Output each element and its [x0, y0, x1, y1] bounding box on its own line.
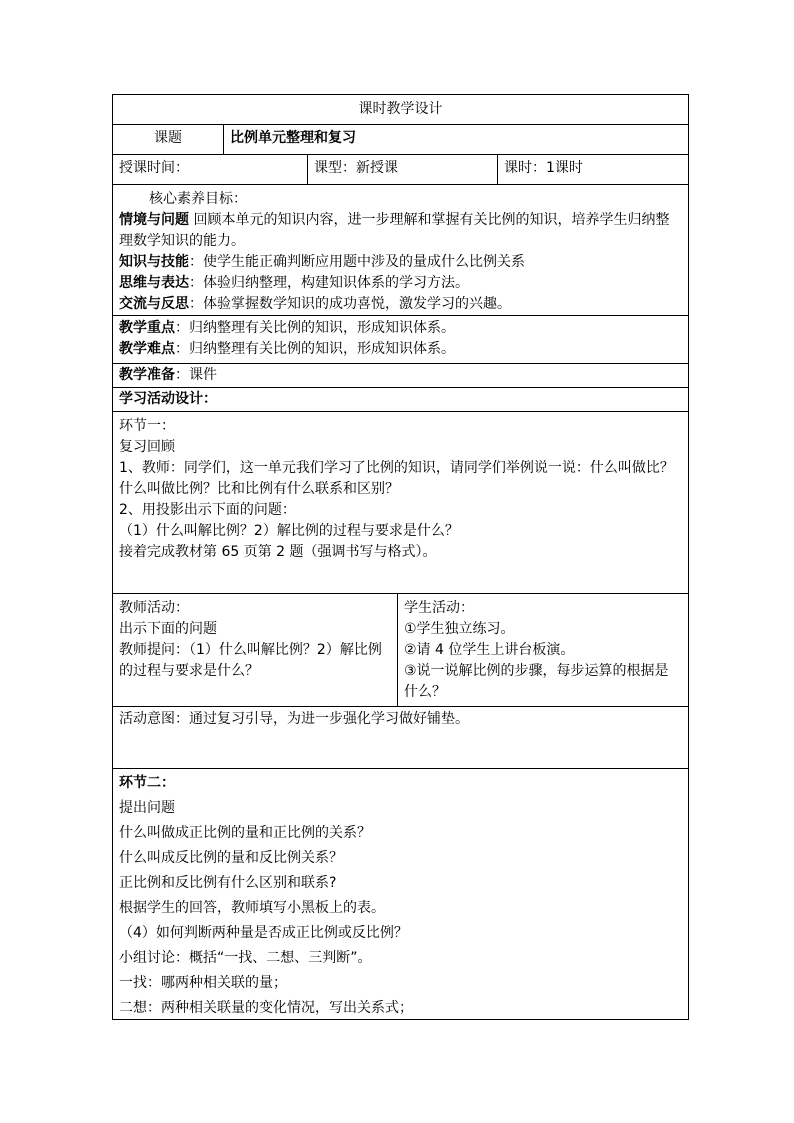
- student-activity-line: ③说一说解比例的步骤，每步运算的根据是什么？: [404, 663, 669, 700]
- section2-line: 什么叫做成正比例的量和正比例的关系？: [119, 825, 371, 841]
- section2-line: （4）如何判断两种量是否成正比例或反比例？: [119, 925, 408, 941]
- difficult-point-label: 教学难点: [119, 341, 175, 357]
- design-heading: 学习活动设计：: [119, 391, 217, 407]
- prep-text: ：课件: [175, 367, 217, 383]
- activity-intent: 活动意图：通过复习引导，为进一步强化学习做好铺垫。: [119, 711, 469, 727]
- section1-cell: [112, 412, 689, 594]
- doc-title: 课时教学设计: [358, 101, 443, 117]
- lesson-type: 课型：新授课: [307, 155, 497, 184]
- key-point: [113, 318, 688, 339]
- goal-label: 情境与问题: [119, 212, 189, 228]
- topic-row: [112, 125, 689, 155]
- section1-line: 复习回顾: [119, 439, 175, 455]
- section2-line: 二想：两种相关联量的变化情况，写出关系式；: [119, 1000, 413, 1016]
- goal-label: 知识与技能: [119, 254, 189, 270]
- goal-item: [113, 252, 688, 273]
- section2-line: 正比例和反比例有什么区别和联系?: [119, 875, 337, 891]
- teacher-activity-heading: 教师活动：: [119, 600, 189, 616]
- section1-heading: 环节一：: [119, 418, 175, 434]
- topic-label: 课题: [154, 130, 182, 146]
- intent-cell: [112, 707, 689, 769]
- goal-text: ：体验归纳整理，构建知识体系的学习方法。: [189, 275, 469, 291]
- goal-text: 回顾本单元的知识内容，进一步理解和掌握有关比例的知识，培养学生归纳整理数学知识的能力。: [119, 212, 670, 249]
- key-point-label: 教学重点: [119, 320, 175, 336]
- goal-text: ：使学生能正确判断应用题中涉及的量成什么比例关系: [189, 254, 525, 270]
- section2-line: 一找：哪两种相关联的量；: [119, 975, 287, 991]
- prep-label: 教学准备: [119, 367, 175, 383]
- section2-line: 什么叫成反比例的量和反比例关系？: [119, 850, 343, 866]
- teacher-activity-line: 出示下面的问题: [119, 621, 217, 637]
- lesson-hours: 课时：1课时: [497, 155, 688, 184]
- prep-cell: [112, 364, 689, 388]
- goals-heading: 核心素养目标：: [149, 191, 247, 207]
- section1-line: 2、用投影出示下面的问题：: [119, 502, 296, 518]
- section2-cell: [112, 769, 689, 1020]
- student-activity-line: ②请 4 位学生上讲台板演。: [404, 642, 575, 658]
- topic-value: 比例单元整理和复习: [223, 125, 688, 154]
- goal-label: 思维与表达: [119, 275, 189, 291]
- section2-line: 提出问题: [119, 800, 175, 816]
- activities-row: [112, 594, 689, 707]
- prep-line: [113, 364, 688, 386]
- goal-item: [113, 273, 688, 294]
- design-heading-cell: [112, 388, 689, 412]
- difficult-point-text: ：归纳整理有关比例的知识，形成知识体系。: [175, 341, 455, 357]
- student-activity-line: ①学生独立练习。: [404, 621, 515, 637]
- section1-line: 接着完成教材第 65 页第 2 题（强调书写与格式）。: [119, 544, 437, 560]
- difficult-point: [113, 339, 688, 360]
- teacher-activity-cell: [113, 594, 397, 706]
- student-activity-heading: 学生活动：: [404, 600, 474, 616]
- key-point-text: ：归纳整理有关比例的知识，形成知识体系。: [175, 320, 455, 336]
- goal-item: [113, 294, 688, 315]
- lesson-time: 授课时间：: [119, 160, 189, 176]
- meta-row: [112, 155, 689, 185]
- section1-line: 1、教师：同学们，这一单元我们学习了比例的知识，请同学们举例说一说：什么叫做比？什么叫做比例？比和比例有什么联系和区别？: [119, 460, 674, 497]
- goal-text: ：体验掌握数学知识的成功喜悦，激发学习的兴趣。: [189, 296, 511, 312]
- section2-line: 根据学生的回答，教师填写小黑板上的表。: [119, 900, 385, 916]
- section1-line: （1）什么叫解比例？2）解比例的过程与要求是什么？: [119, 523, 459, 539]
- section2-heading: 环节二：: [119, 775, 175, 791]
- goal-item: [113, 210, 688, 252]
- goals-cell: [112, 185, 689, 316]
- doc-title-row: [112, 94, 689, 125]
- teacher-activity-line: 教师提问：（1）什么叫解比例？2）解比例的过程与要求是什么？: [119, 642, 382, 679]
- lesson-plan-table: [112, 94, 689, 1020]
- points-cell: [112, 316, 689, 364]
- student-activity-cell: [397, 594, 688, 706]
- goal-label: 交流与反思: [119, 296, 189, 312]
- section2-line: 小组讨论：概括“一找、二想、三判断”。: [119, 950, 372, 966]
